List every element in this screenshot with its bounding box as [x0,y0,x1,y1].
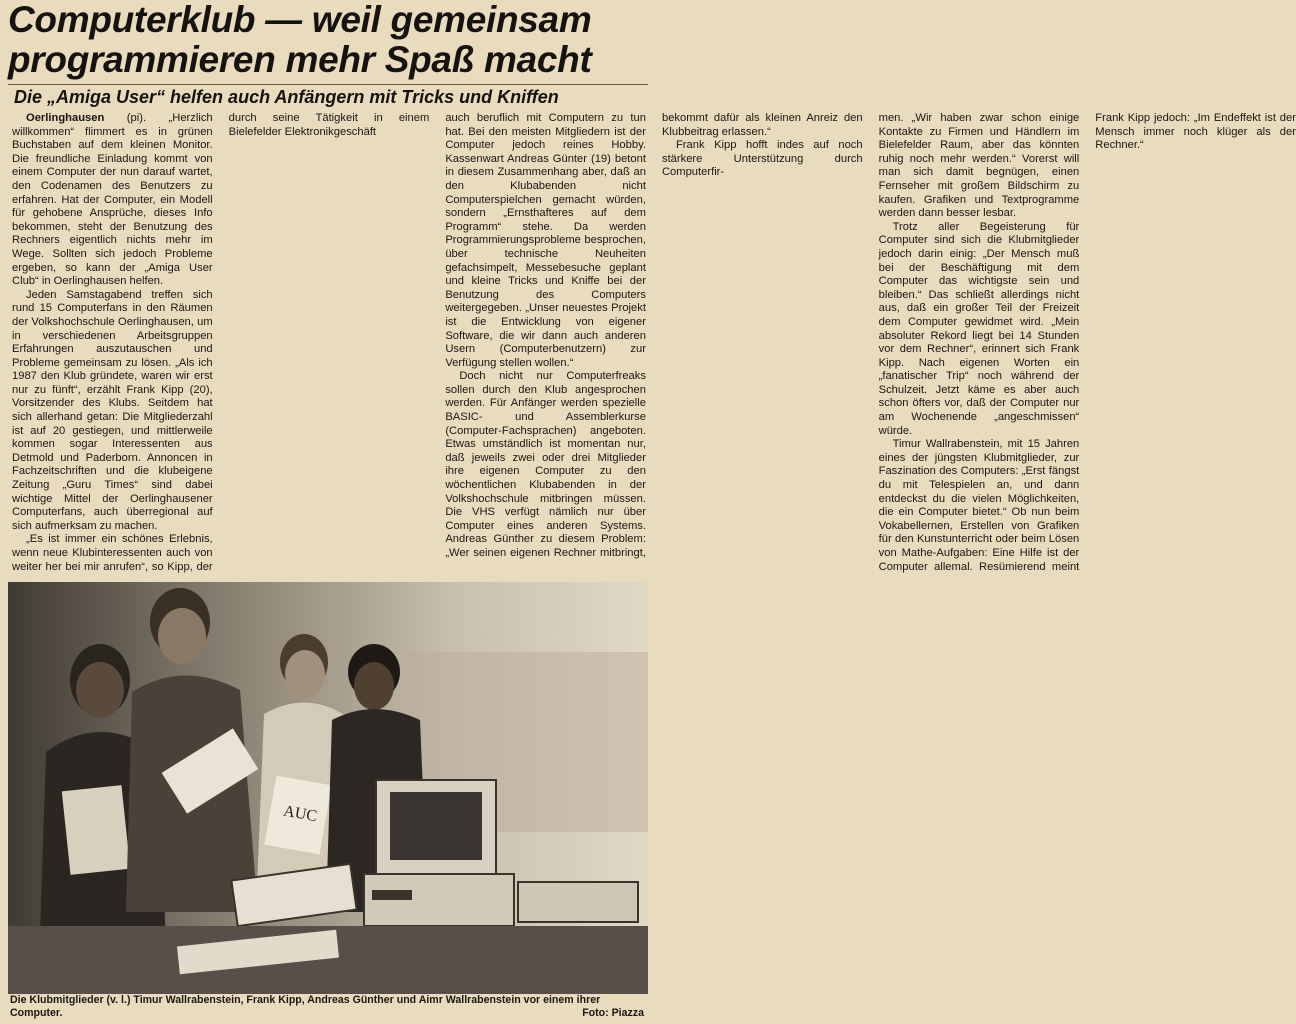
article-headline [8,0,648,80]
body-paragraph: Doch nicht nur Computerfreaks sollen durch den Klub angesprochen werden. Für Anfänger werden spezielle BASIC- und Assemblerkurse (Computer-Fachsprachen) angeboten. Etwas umständlich ist momentan nur, daß jeweils zwei oder drei Mitglieder ihre eigenen Computer zu den wöchentlichen Klubabenden in der Volkshochschule mitbringen müssen. Die VHS verfügt nämlich nur über Computer eines anderen Systems. Andreas Günther zu diesem Problem: „Wer seinen eigenen Rechner mitbringt, bekommt dafür als kleinen Anreiz den Klubbeitrag erlassen.“ [445,112,863,559]
body-paragraph: „Es ist immer ein schönes Erlebnis, wenn neue Klubinteressenten auch von weiter her bei mir anrufen“, so Kipp, der durch seine Tätigkeit in einem Bielefelder Elektronikgeschäft [12,112,430,573]
photo-credit: Foto: Piazza [582,1007,644,1019]
headline-line-1: Computerklub — weil gemeinsam [8,0,592,40]
body-paragraph: Timur Wallrabenstein, mit 15 Jahren eines der jüngsten Klubmitglieder, zur Faszination des Computers: „Erst fängst du mit Telespielen an, und dann entdeckst du die vielen Möglichkeiten, die ein Computer bietet.“ Ob nun beim Vokabellernen, Erstellen von Grafiken für den Kunstunterricht oder beim Lösen von Mathe-Aufgaben: Eine Hilfe ist der Computer allemal. Resümierend meint Frank Kipp jedoch: „Im Endeffekt ist der Mensch immer noch klüger als der Rechner.“ [878,112,1296,573]
photo-illustration [8,582,648,994]
photo-caption: Die Klubmitglieder (v. l.) Timur Wallrabenstein, Frank Kipp, Andreas Günther und Aimr Wallrabenstein vor einem ihrer Computer. [10,994,601,1019]
article-subheadline: Die „Amiga User“ helfen auch Anfängern mit Tricks und Kniffen [14,87,559,107]
article-body [12,112,1296,575]
headline-line-2: programmieren mehr Spaß macht [8,39,592,80]
headline-rule [8,84,648,85]
body-paragraph: auch beruflich mit Computern zu tun hat. Bei den meisten Mitgliedern ist der Computer jedoch reines Hobby. Kassenwart Andreas Günter (19) betont in diesem Zusammenhang aber, daß an den Klubabenden nicht Computerspielchen gemacht würden, sondern „Ernsthafteres auf dem Programm“ stehe. Da werden Programmierungsprobleme besprochen, über technische Neuheiten gefachsimpelt, Messebesuche geplant und kleine Tricks und Kniffe bei der Benutzung des Computers weitergegeben. „Unser neuestes Projekt ist die Entwicklung von eigener Software, die wir dann auch anderen Usern (Computerbenutzern) zur Verfügung stellen wollen.“ [445,112,646,369]
body-paragraph: Trotz aller Begeisterung für Computer sind sich die Klubmitglieder jedoch darin einig: „Der Mensch muß bei der Beschäftigung mit dem Computer das wichtigste sein und bleiben.“ Das schließt allerdings nicht aus, daß ein großer Teil der Freizeit dem Computer gewidmet wird. „Mein absoluter Rekord liegt bei 14 Stunden vor dem Rechner“, erinnert sich Frank Kipp. Nach eigenen Worten ein „fanatischer Trip“ noch während der Schulzeit. Jetzt käme es aber auch schon öfters vor, daß der Computer nur am Wochenende „angeschmissen“ würde. [878,220,1080,437]
dateline: Oerlinghausen [26,112,105,124]
magazine-label: AUC [282,802,319,826]
body-paragraph: Oerlinghausen (pi). „Herzlich willkommen“ flimmert es in grünen Buchstaben auf dem kleinen Monitor. Die freundliche Einladung kommt von einem Computer der nun darauf wartet, den Codenamen des Benutzers zu erfahren. Hat der Computer, ein Modell für gehobene Ansprüche, dieses Info bekommen, steht der Benutzung des Rechners eigentlich nichts mehr im Wege. Sollten sich jedoch Probleme ergeben, so kann der „Amiga User Club“ in Oerlinghausen helfen. [12,112,213,288]
body-paragraph: men. „Wir haben zwar schon einige Kontakte zu Firmen und Händlern im Bielefelder Raum, aber das könnten ruhig noch mehr werden.“ Vorerst will man sich damit begnügen, einen Fernseher mit großem Bildschirm zu kaufen. Grafiken und Textprogramme werden dann besser lesbar. [878,112,1080,220]
body-paragraph: Frank Kipp hofft indes auf noch stärkere Unterstützung durch Computerfir- [661,139,863,179]
club-members-photo [8,582,648,994]
body-paragraph: Jeden Samstagabend treffen sich rund 15 Computerfans in den Räumen der Volkshochschule Oerlinghausen, um in verschiedenen Arbeitsgruppen Erfahrungen auszutauschen und Probleme gemeinsam zu lösen. „Als ich 1987 den Klub gründete, waren wir erst nur zu fünft“, erzählt Frank Kipp (20), Vorsitzender des Klubs. Seitdem hat sich allerhand getan: Die Mitgliederzahl ist auf 20 gestiegen, und mittlerweile kommen sogar Interessenten aus Detmold und Paderborn. Annoncen in Fachzeitschriften und die klubeigene Zeitung „Guru Times“ sind dabei wichtige Mittel der Oerlinghausener Computerfans, auch überregional auf sich aufmerksam zu machen. [12,288,213,532]
